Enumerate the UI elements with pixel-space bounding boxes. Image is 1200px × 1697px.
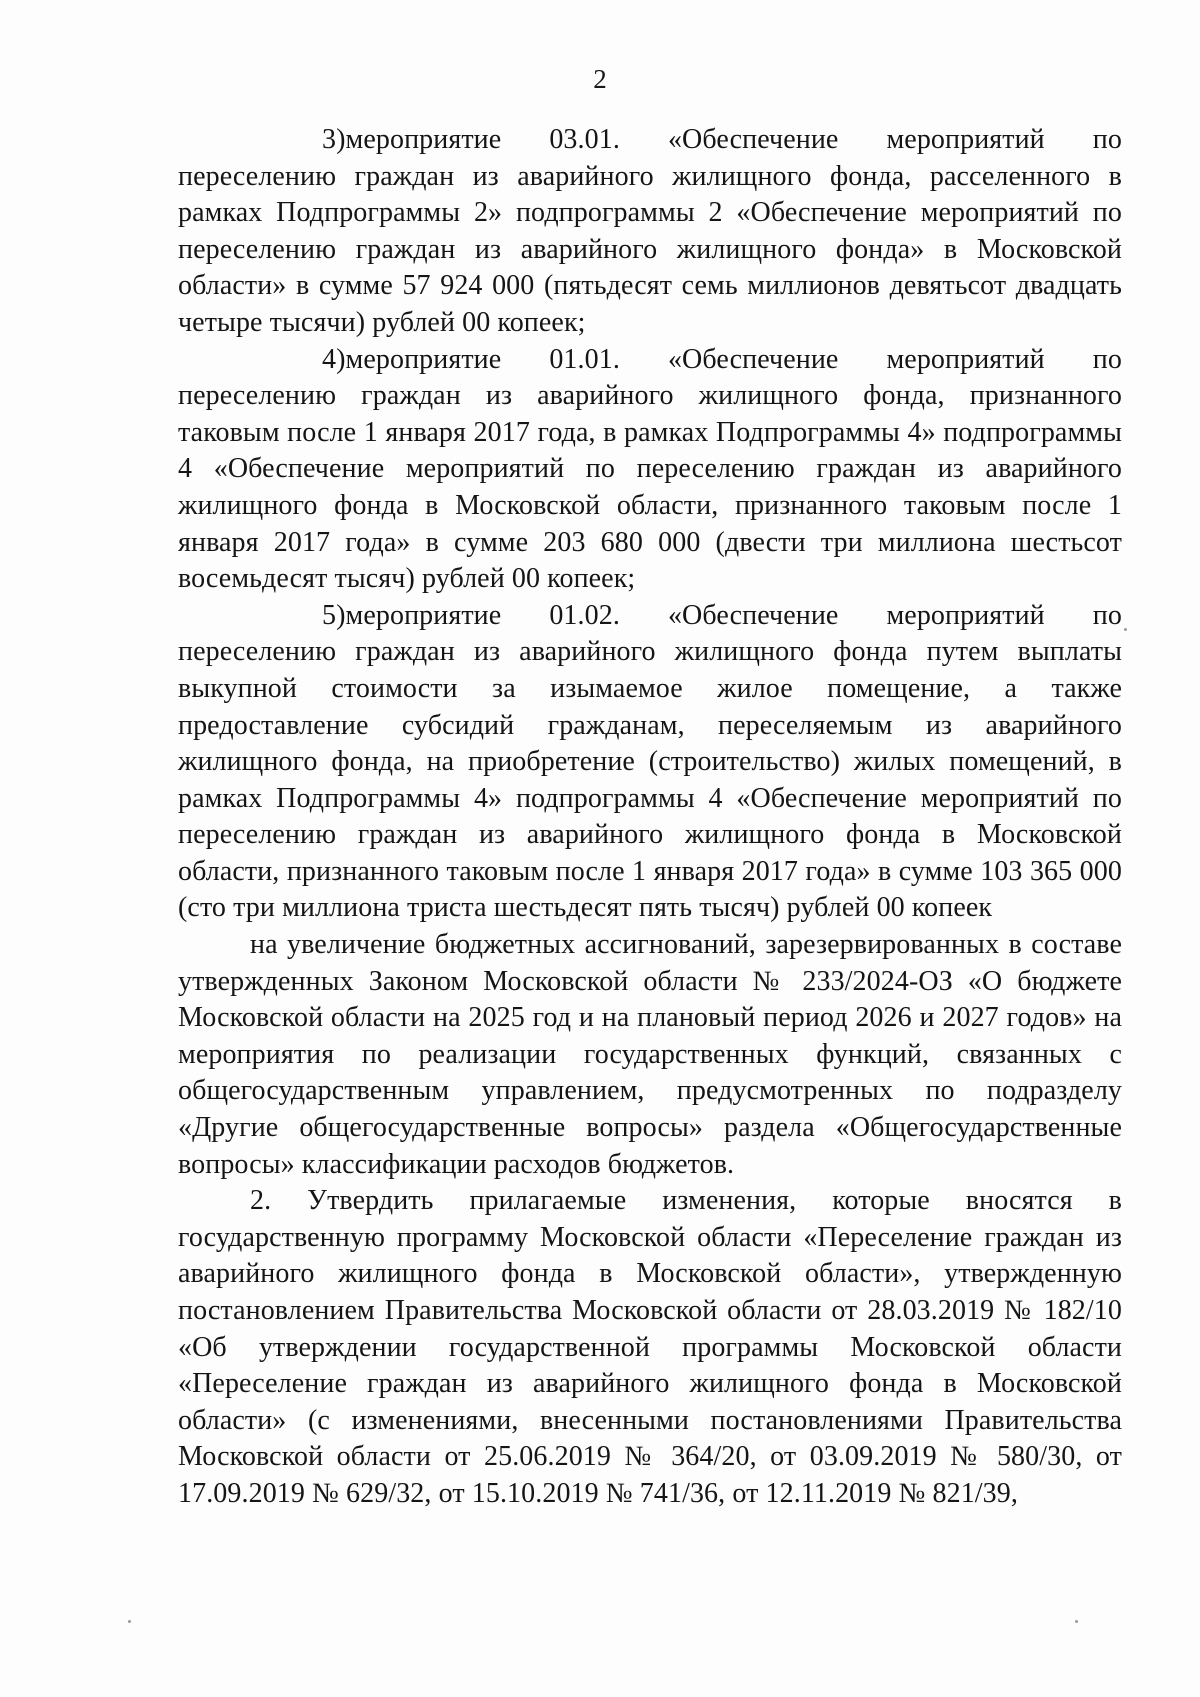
scan-speck [1124, 628, 1127, 631]
item-number: 4) [322, 343, 346, 375]
paragraph-item-3 [178, 122, 1122, 342]
paragraph-budget-increase [178, 927, 1122, 1183]
document-body [178, 122, 1122, 1513]
paragraph-approve-changes [178, 1183, 1122, 1512]
item-number: 3) [322, 124, 346, 155]
paragraph-item-4 [178, 342, 1122, 598]
page-number: 2 [593, 64, 607, 94]
paragraph-text: мероприятие 01.02. «Обеспечение мероприятий по переселению граждан из аварийного жилищного фонда путем выплаты выкупной стоимости за изымаемое жилое помещение, а также предоставление субсидий гражданам, переселяемым из аварийного жилищного фонда, на приобретение (строительство) жилых помещений, в рамках Подпрограммы 4» подпрограммы 4 «Обеспечение мероприятий по переселению граждан из аварийного жилищного фонда в Московской области, признанного таковым после 1 января 2017 года» в сумме 103 365 000 (сто три миллиона триста шестьдесят пять тысяч) рублей 00 копеек [178, 599, 1122, 924]
scan-speck [128, 1620, 131, 1623]
paragraph-text: мероприятие 03.01. «Обеспечение мероприятий по переселению граждан из аварийного жилищного фонда, расселенного в рамках Подпрограммы 2» подпрограммы 2 «Обеспечение мероприятий по переселению граждан из аварийного жилищного фонда» в Московской области» в сумме 57 924 000 (пятьдесят семь миллионов девятьсот двадцать четыре тысячи) рублей 00 копеек; [178, 124, 1122, 338]
scan-speck [1075, 1620, 1078, 1623]
paragraph-text: 2. Утвердить прилагаемые изменения, которые вносятся в государственную программу Московской области «Переселение граждан из аварийного жилищного фонда в Московской области», утвержденную постановлением Правительства Московской области от 28.03.2019 № 182/10 «Об утверждении государственной программы Московской области «Переселение граждан из аварийного жилищного фонда в Московской области» (с изменениями, внесенными постановлениями Правительства Московской области от 25.06.2019 № 364/20, от 03.09.2019 № 580/30, от 17.09.2019 № 629/32, от 15.10.2019 № 741/36, от 12.11.2019 № 821/39, [178, 1185, 1122, 1509]
paragraph-item-5 [178, 598, 1122, 927]
item-number: 5) [322, 599, 346, 631]
paragraph-text: на увеличение бюджетных ассигнований, зарезервированных в составе утвержденных Законом Московской области № 233/2024-ОЗ «О бюджете Московской области на 2025 год и на плановый период 2026 и 2027 годов» на мероприятия по реализации государственных функций, связанных с общегосударственным управлением, предусмотренных по подразделу «Другие общегосударственные вопросы» раздела «Общегосударственные вопросы» классификации расходов бюджетов. [178, 929, 1122, 1180]
paragraph-text: мероприятие 01.01. «Обеспечение мероприятий по переселению граждан из аварийного жилищного фонда, признанного таковым после 1 января 2017 года, в рамках Подпрограммы 4» подпрограммы 4 «Обеспечение мероприятий по переселению граждан из аварийного жилищного фонда в Московской области, признанного таковым после 1 января 2017 года» в сумме 203 680 000 (двести три миллиона шестьсот восемьдесят тысяч) рублей 00 копеек; [178, 343, 1122, 595]
